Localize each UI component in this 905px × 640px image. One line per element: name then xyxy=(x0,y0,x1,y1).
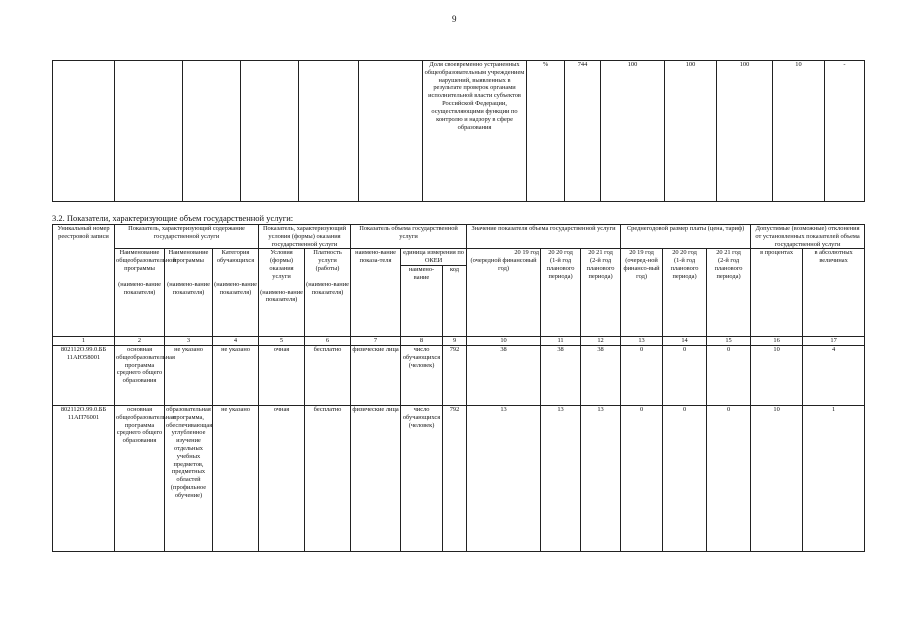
column-number: 7 xyxy=(351,337,401,346)
page-number: 9 xyxy=(452,14,457,24)
header-volume: Показатель объема государственной услуги xyxy=(351,225,467,249)
section-title: 3.2. Показатели, характеризующие объем государственной услуги: xyxy=(52,213,294,223)
sub-program: Наименование общеобразовательной программы (наимено-вание показателя) xyxy=(115,249,165,337)
pay-2020-header: 20 20 год (1-й год планового периода) xyxy=(663,249,707,337)
column-number: 10 xyxy=(467,337,541,346)
header-content: Показатель, характеризующий содержание государственной услуги xyxy=(115,225,259,249)
volume-indicator-table xyxy=(52,224,865,552)
column-number: 4 xyxy=(213,337,259,346)
quality-percent: 10 xyxy=(773,61,825,202)
column-numbers-row xyxy=(53,337,865,346)
unit-code-header: код xyxy=(443,266,467,337)
column-number: 16 xyxy=(751,337,803,346)
dev-absolute-header: в абсолютных величинах xyxy=(803,249,865,337)
column-number: 5 xyxy=(259,337,305,346)
quality-v2020: 100 xyxy=(665,61,717,202)
quality-indicator-name: Доля своевременно устраненных общеобразовательным учреждением нарушений, выявленных в результате проверок органами исполнительной власти субъектов Российской Федерации, осуществляющими функции по контролю и надзору в сфере образования xyxy=(423,61,527,202)
value-2019-header: 20 19 год (очередной финансовый год) xyxy=(467,249,541,337)
quality-absolute: - xyxy=(825,61,865,202)
value-2020-header: 20 20 год (1-й год планового периода) xyxy=(541,249,581,337)
table-row: 802112О.99.0.ББ 11АЮ58001 основная общеобразовательная программа среднего общего образования не указано не указано очная бесплатно физические лица число обучающихся (человек) 792 38 38 38 0 0 0 10 4 xyxy=(53,345,865,405)
dev-percent-header: в процентах xyxy=(751,249,803,337)
column-number: 3 xyxy=(165,337,213,346)
sub-paid: Платность услуги (работы) (наимено-вание показателя) xyxy=(305,249,351,337)
column-number: 12 xyxy=(581,337,621,346)
sub-form: Условия (формы) оказания услуги (наимено-вание показателя) xyxy=(259,249,305,337)
value-2021-header: 20 21 год (2-й год планового периода) xyxy=(581,249,621,337)
header-payment: Среднегодовой размер платы (цена, тариф) xyxy=(621,225,751,249)
unit-name-header: наимено-вание xyxy=(401,266,443,337)
quality-v2019: 100 xyxy=(601,61,665,202)
column-number: 9 xyxy=(443,337,467,346)
column-number: 14 xyxy=(663,337,707,346)
column-number: 1 xyxy=(53,337,115,346)
column-number: 13 xyxy=(621,337,663,346)
vol-unit-header: единица измерения по ОКЕИ xyxy=(401,249,467,266)
column-number: 8 xyxy=(401,337,443,346)
header-deviations: Допустимые (возможные) отклонения от установленных показателей объема государственной услуги xyxy=(751,225,865,249)
quality-indicator-table xyxy=(52,60,865,202)
table-row: 802112О.99.0.ББ 11АП76001 основная общеобразовательная программа среднего общего образования образовательная программа, обеспечивающая углубленное изучение отдельных учебных предметов, предметных областей (профильное обучение) не указано очная бесплатно физические лица число обучающихся (человек) 792 13 13 13 0 0 0 10 1 xyxy=(53,405,865,551)
vol-name-header: наимено-вание показа-теля xyxy=(351,249,401,337)
pay-2021-header: 20 21 год (2-й год планового периода) xyxy=(707,249,751,337)
column-number: 6 xyxy=(305,337,351,346)
column-number: 11 xyxy=(541,337,581,346)
column-number: 15 xyxy=(707,337,751,346)
quality-v2021: 100 xyxy=(717,61,773,202)
column-number: 17 xyxy=(803,337,865,346)
quality-unit: % xyxy=(527,61,565,202)
sub-category: Категория обучающихся (наимено-вание показателя) xyxy=(213,249,259,337)
column-number: 2 xyxy=(115,337,165,346)
pay-2019-header: 20 19 год (очеред-ной финансо-вый год) xyxy=(621,249,663,337)
quality-code: 744 xyxy=(565,61,601,202)
header-values: Значение показателя объема государственной услуги xyxy=(467,225,621,249)
header-registry: Уникальный номер реестровой записи xyxy=(53,225,115,337)
sub-name: Наименование программы (наимено-вание показателя) xyxy=(165,249,213,337)
header-conditions: Показатель, характеризующий условия (формы) оказания государственной услуги xyxy=(259,225,351,249)
